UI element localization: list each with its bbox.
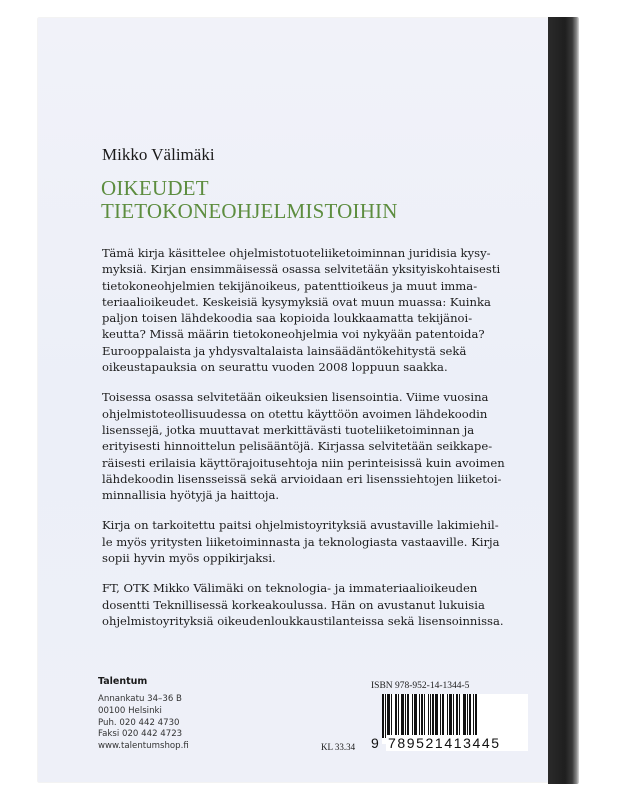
barcode-bar [456, 694, 458, 738]
publisher-phone: Puh. 020 442 4730 [98, 717, 180, 728]
blurb-paragraph [102, 389, 522, 503]
barcode-bar [419, 694, 420, 738]
author-bio-paragraph [102, 580, 522, 629]
barcode-bar [424, 694, 425, 738]
blurb-line: oikeustapauksia on seurattu vuoden 2008 loppuun saakka. [102, 360, 448, 375]
barcode-bar [412, 694, 413, 738]
barcode-bar [421, 694, 423, 738]
publisher-address-line: 00100 Helsinki [98, 705, 162, 716]
barcode-bar [459, 694, 460, 738]
blurb-line: paljon toisen lähdekoodia saa kopioida loukkaamatta tekijänoi- [102, 311, 473, 326]
barcode-bar [414, 694, 417, 738]
blurb-paragraph [102, 517, 522, 566]
title-line: TIETOKONEOHJELMISTOIHIN [101, 199, 398, 223]
barcode-bar [385, 694, 386, 738]
blurb-paragraph [102, 245, 522, 375]
barcode-bar [442, 694, 444, 738]
publisher-logo: Talentum [98, 676, 148, 687]
blurb-line: Eurooppalaista ja yhdysvaltalaista lainsäädäntökehitystä sekä [102, 343, 467, 358]
classification-code: KL 33.34 [321, 742, 356, 752]
book-spine [548, 17, 579, 784]
blurb-line: erityisesti hinnoittelun pelisääntöjä. Kirjassa selvitetään seikkape- [102, 439, 493, 454]
barcode-bar [391, 694, 392, 738]
blurb-line: minnallisia hyötyjä ja haittoja. [102, 488, 280, 503]
barcode-bar [467, 694, 468, 738]
title-line: OIKEUDET [101, 176, 209, 200]
barcode-digits: 789521413445 [386, 735, 528, 751]
blurb-line: sopii hyvin myös oppikirjaksi. [102, 551, 276, 566]
blurb-line: myksiä. Kirjan ensimmäisessä osassa selvitetään yksityiskohtaisesti [102, 262, 501, 277]
author-name: Mikko Välimäki [102, 145, 215, 164]
blurb [102, 245, 522, 643]
barcode-bar [469, 694, 471, 738]
barcode-bar [432, 694, 434, 738]
barcode-bar [405, 694, 406, 738]
barcode-bar [435, 694, 438, 738]
blurb-line: ohjelmistoteollisuudessa on otettu käyttöön avoimen lähdekoodin [102, 406, 488, 421]
isbn-label: ISBN 978-952-14-1344-5 [371, 681, 470, 691]
blurb-line: dosentti Teknillisessä korkeakoulussa. Hän on avustanut lukuisia [102, 597, 485, 612]
blurb-line: lisenssejä, jotka muuttavat merkittävästi tuoteliiketoiminnan ja [102, 422, 475, 437]
barcode-bar [473, 694, 474, 738]
barcode-bar [463, 694, 466, 738]
blurb-line: Kirja on tarkoitettu paitsi ohjelmistoyrityksiä avustaville lakimiehil- [102, 518, 499, 533]
blurb-line: räisesti erilaisia käyttörajoitusehtoja niin perinteisissä kuin avoimen [102, 455, 505, 470]
blurb-line: Tämä kirja käsittelee ohjelmistotuoteliiketoiminnan juridisia kysy- [102, 246, 491, 260]
blurb-line: FT, OTK Mikko Välimäki on teknologia- ja immateriaalioikeuden [102, 581, 478, 596]
barcode-bar [407, 694, 409, 738]
barcode-bar [449, 694, 452, 738]
barcode-bar [398, 694, 399, 738]
barcode-bar [447, 694, 448, 738]
book-title [101, 177, 398, 223]
barcode-bar [440, 694, 441, 738]
blurb-line: keutta? Missä määrin tietokoneohjelmia voi nykyään patentoida? [102, 327, 485, 342]
publisher-address-line: Annankatu 34–36 B [98, 694, 182, 704]
blurb-line: le myös yritysten liiketoiminnasta ja teknologiasta vastaaville. Kirja [102, 534, 500, 549]
blurb-line: ohjelmistoyrityksiä oikeudenloukkaustilanteissa sekä lisensoinnissa. [102, 613, 504, 628]
publisher-fax: Faksi 020 442 4723 [98, 729, 183, 740]
barcode-bar [395, 694, 397, 738]
barcode-bar [401, 694, 404, 738]
publisher-block [98, 676, 189, 753]
publisher-website: www.talentumshop.fi [98, 741, 189, 752]
blurb-line: tietokoneohjelmien tekijänoikeus, patenttioikeus ja muut imma- [102, 278, 478, 293]
barcode-bar [387, 694, 390, 738]
barcode-prefix-digit: 9 [371, 735, 379, 751]
blurb-line: teriaalioikeudet. Keskeisiä kysymyksiä ovat muun muassa: Kuinka [102, 294, 491, 309]
barcode-bar [382, 694, 384, 738]
blurb-line: lähdekoodin lisensseissä sekä arvioidaan eri lisenssiehtojen liiketoi- [102, 471, 502, 486]
blurb-line: Toisessa osassa selvitetään oikeuksien lisensointia. Viime vuosina [102, 390, 489, 405]
barcode-bar [453, 694, 454, 738]
